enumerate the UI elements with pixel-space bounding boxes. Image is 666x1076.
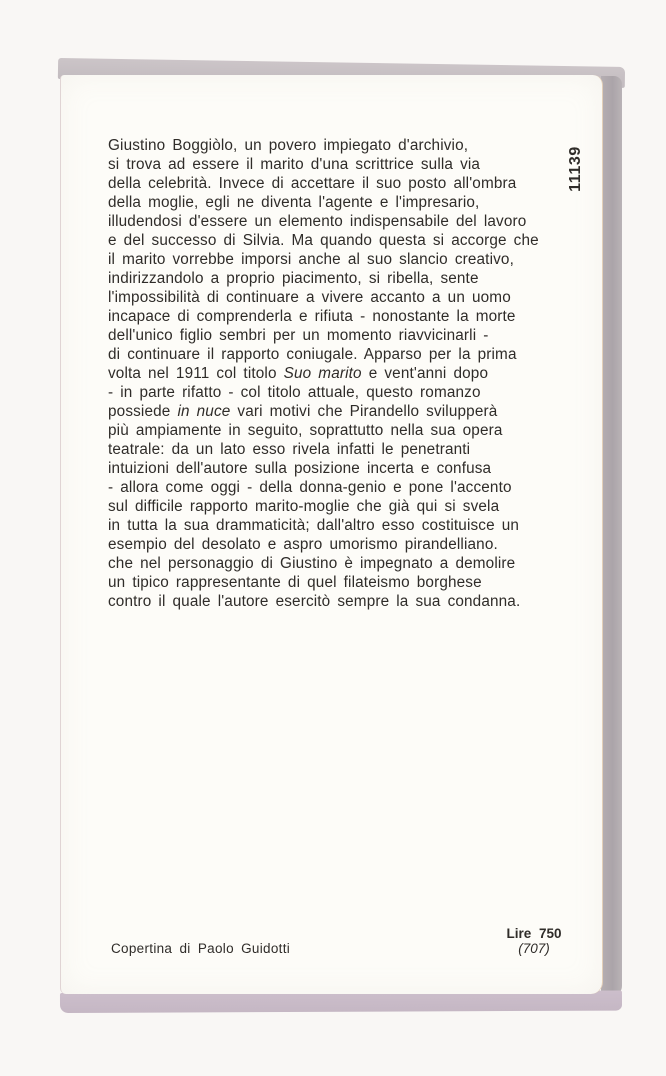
blurb-line: teatrale: da un lato esso rivela infatti le penetranti — [108, 441, 471, 458]
catalog-number-text: 11139 — [567, 146, 585, 192]
blurb-line: più ampiamente in seguito, soprattutto nella sua opera — [108, 422, 503, 439]
blurb-line: illudendosi d'essere un elemento indispensabile del lavoro — [108, 213, 527, 230]
blurb-line: incapace di comprenderla e rifiuta - nonostante la morte — [108, 308, 516, 325]
blurb-line: intuizioni dell'autore sulla posizione incerta e confusa — [108, 460, 492, 477]
blurb-line: di continuare il rapporto coniugale. Apparso per la prima — [108, 346, 517, 363]
price-code: (707) — [518, 941, 550, 956]
blurb-line: si trova ad essere il marito d'una scrittrice sulla via — [108, 156, 481, 173]
blurb-line: indirizzandolo a proprio piacimento, si ribella, sente — [108, 270, 479, 287]
blurb-line: contro il quale l'autore esercitò sempre la sua condanna. — [108, 593, 521, 610]
blurb-line: in tutta la sua drammaticità; dall'altro esso costituisce un — [108, 517, 520, 534]
blurb-line: un tipico rappresentante di quel filateismo borghese — [108, 574, 482, 591]
blurb-line: dell'unico figlio sembri per un momento riavvicinarli - — [108, 327, 489, 344]
blurb-line: - allora come oggi - della donna-genio e pone l'accento — [108, 479, 512, 496]
back-cover — [60, 75, 603, 994]
blurb-line: Giustino Boggiòlo, un povero impiegato d'archivio, — [108, 137, 469, 154]
blurb-line: che nel personaggio di Giustino è impegnato a demolire — [108, 555, 516, 572]
blurb-line: esempio del desolato e aspro umorismo pirandelliano. — [108, 536, 498, 553]
catalog-number — [559, 137, 593, 201]
blurb-line: della celebrità. Invece di accettare il suo posto all'ombra — [108, 175, 517, 192]
blurb-line: - in parte rifatto - col titolo attuale, questo romanzo — [108, 384, 481, 401]
blurb-line: l'impossibilità di continuare a vivere accanto a un uomo — [108, 289, 511, 306]
blurb-line: possiede in nuce vari motivi che Pirandello svilupperà — [108, 403, 498, 420]
blurb-line: volta nel 1911 col titolo Suo marito e vent'anni dopo — [108, 365, 489, 382]
price-block — [504, 926, 564, 956]
blurb-line: il marito vorrebbe imporsi anche al suo slancio creativo, — [108, 251, 514, 268]
blurb — [108, 136, 578, 611]
book-pages-edge-right — [601, 76, 622, 996]
blurb-line: della moglie, egli ne diventa l'agente e l'impresario, — [108, 194, 480, 211]
blurb-line: e del successo di Silvia. Ma quando questa si accorge che — [108, 232, 539, 249]
blurb-line: sul difficile rapporto marito-moglie che già qui si svela — [108, 498, 500, 515]
cover-credit: Copertina di Paolo Guidotti — [111, 941, 291, 956]
price: Lire 750 — [506, 926, 562, 941]
